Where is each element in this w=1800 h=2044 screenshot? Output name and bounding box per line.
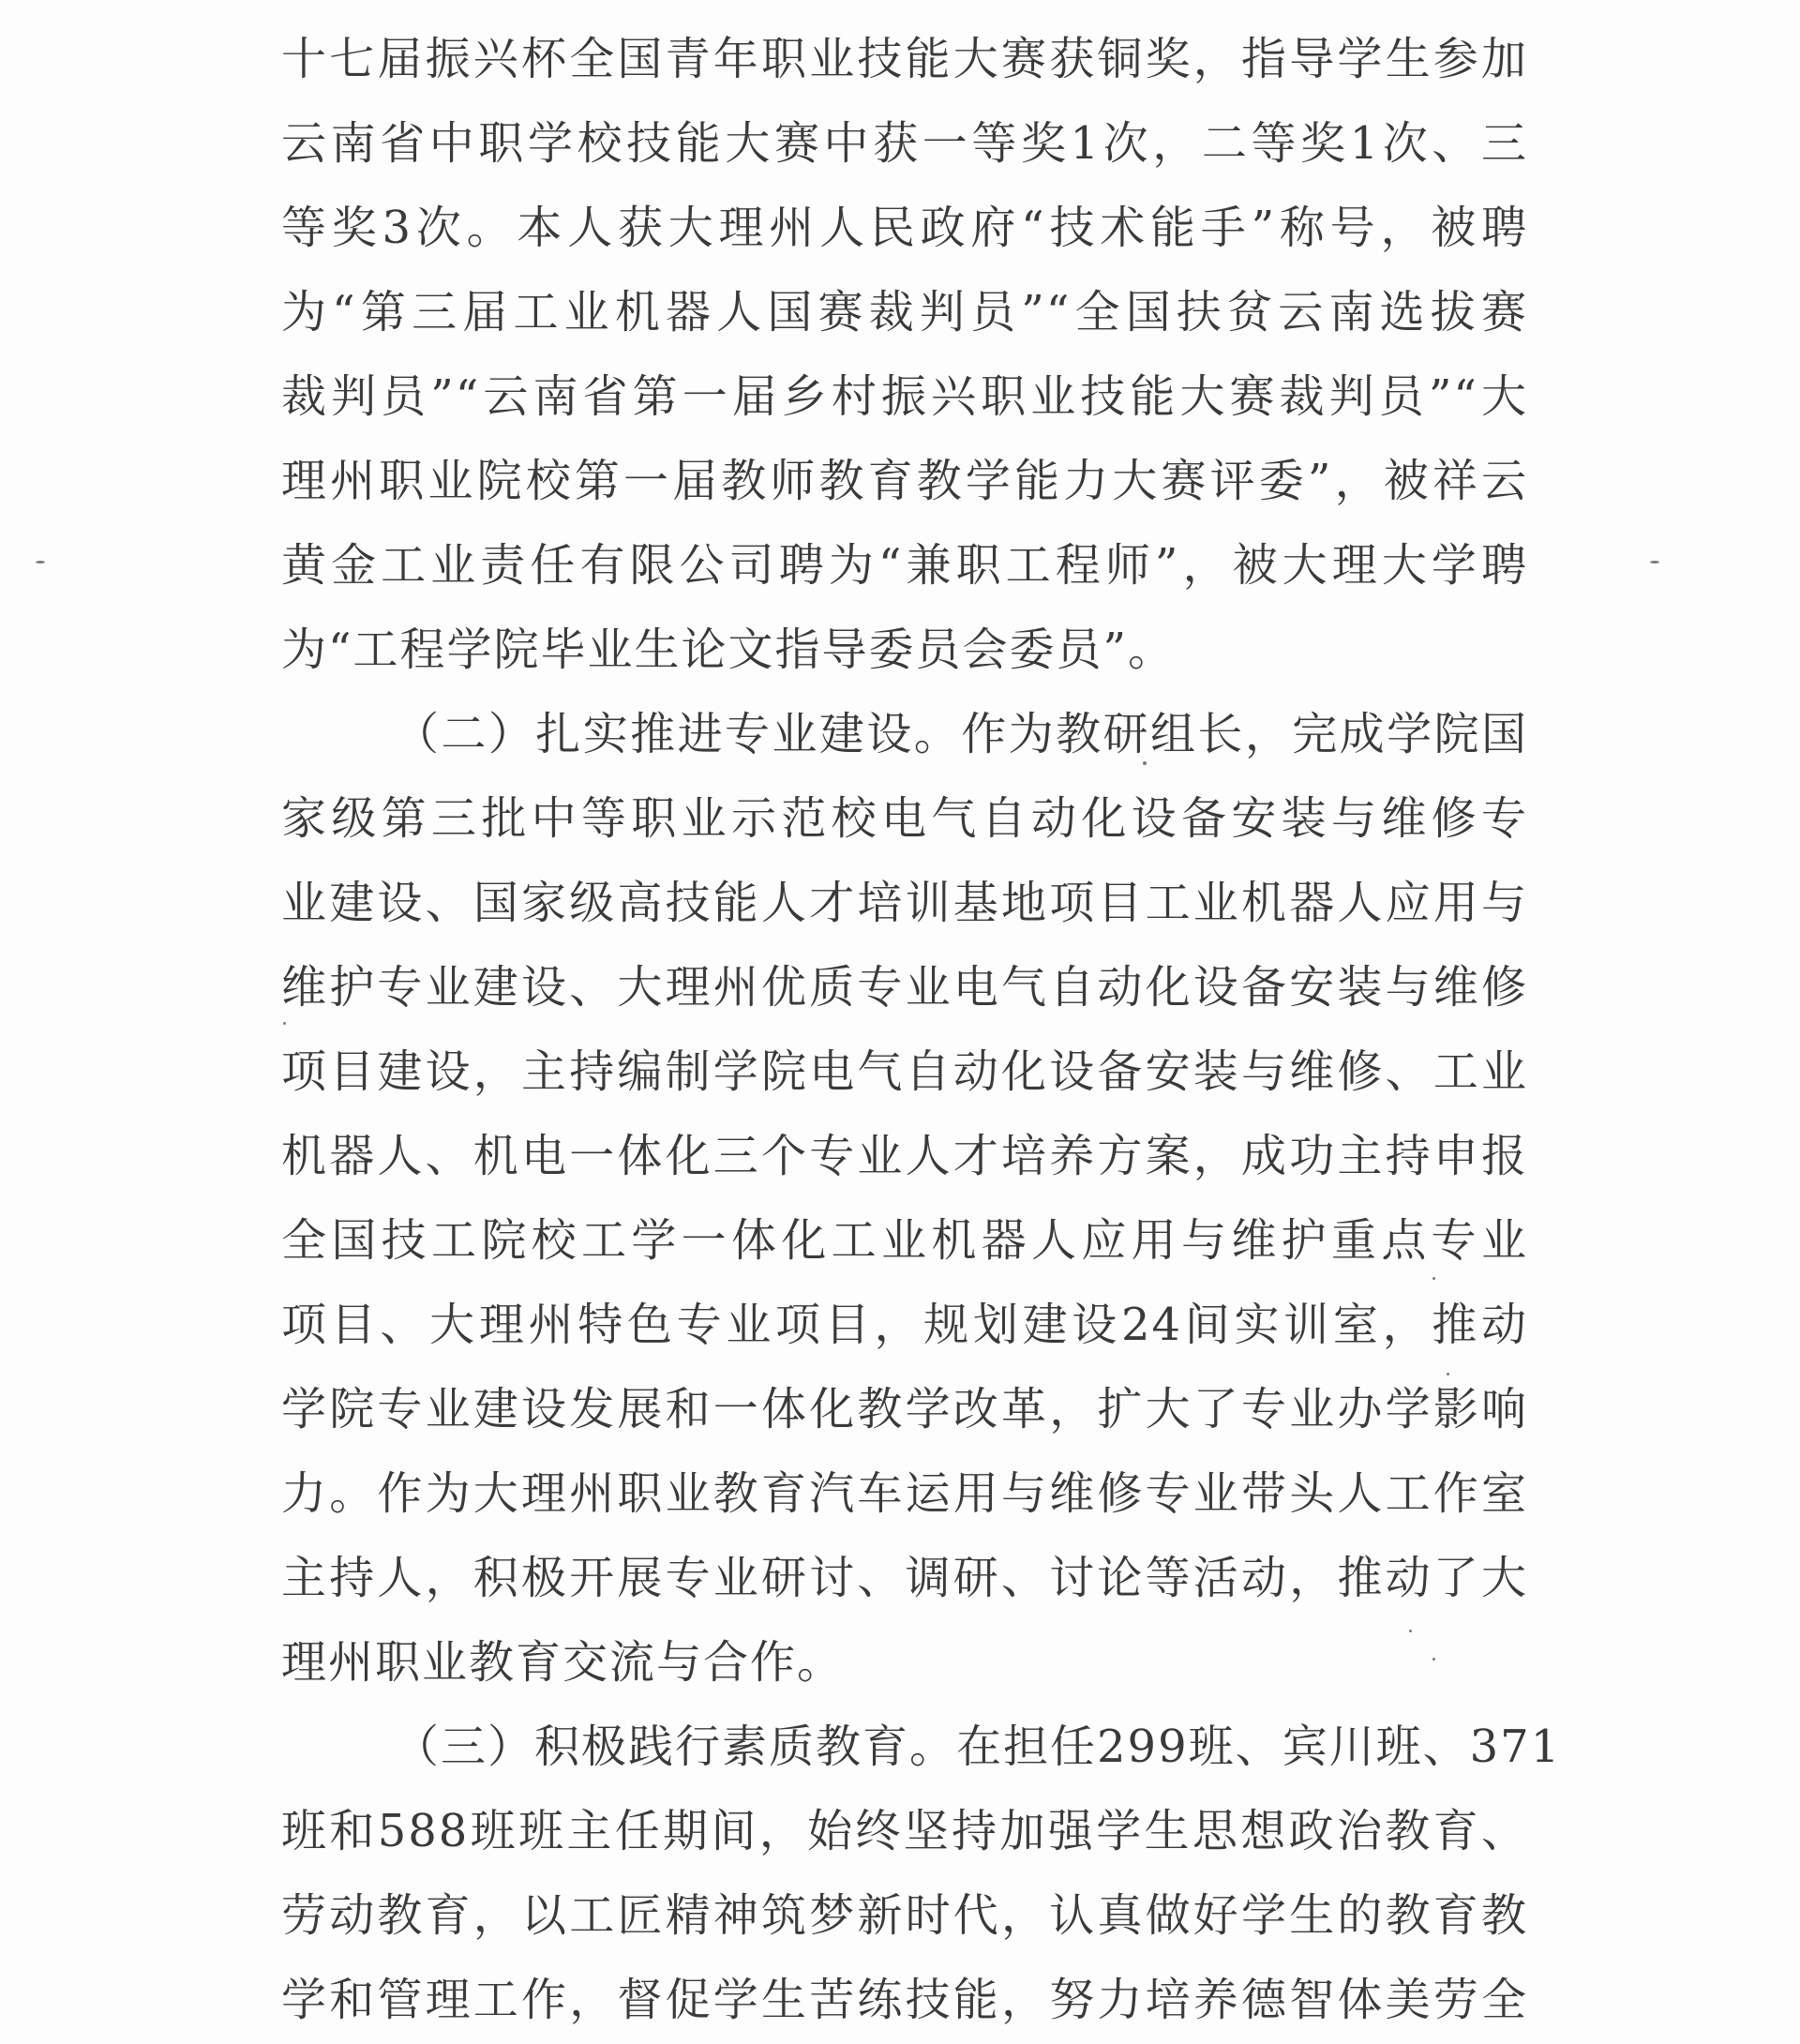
scan-speck [1650, 561, 1659, 564]
text-line: 十七届振兴杯全国青年职业技能大赛获铜奖，指导学生参加 [281, 33, 1528, 85]
text-line: 学和管理工作，督促学生苦练技能，努力培养德智体美劳全 [281, 1974, 1528, 2026]
text-line: 班和588班班主任期间，始终坚持加强学生思想政治教育、 [281, 1805, 1528, 1857]
text-line: （二）扎实推进专业建设。作为教研组长，完成学院国 [394, 708, 1528, 760]
text-line: 劳动教育，以工匠精神筑梦新时代，认真做好学生的教育教 [281, 1889, 1528, 1942]
text-line: 黄金工业责任有限公司聘为“兼职工程师”，被大理大学聘 [281, 539, 1528, 592]
text-line: 项目建设，主持编制学院电气自动化设备安装与维修、工业 [281, 1045, 1528, 1098]
text-line: 力。作为大理州职业教育汽车运用与维修专业带头人工作室 [281, 1467, 1528, 1520]
scan-speck [1143, 761, 1147, 765]
text-line: 等奖3次。本人获大理州人民政府“技术能手”称号，被聘 [281, 202, 1528, 254]
scan-speck [36, 561, 45, 564]
text-line: 业建设、国家级高技能人才培训基地项目工业机器人应用与 [281, 877, 1528, 929]
scan-speck [1409, 1630, 1412, 1632]
text-line: 全国技工院校工学一体化工业机器人应用与维护重点专业 [281, 1214, 1528, 1267]
text-line: 家级第三批中等职业示范校电气自动化设备安装与维修专 [281, 792, 1528, 845]
text-line: 理州职业院校第一届教师教育教学能力大赛评委”，被祥云 [281, 455, 1528, 507]
scan-speck [1432, 1277, 1435, 1280]
text-line: （三）积极践行素质教育。在担任299班、宾川班、371 [394, 1721, 1562, 1773]
text-line: 为“第三届工业机器人国赛裁判员”“全国扶贫云南选拔赛 [281, 286, 1528, 338]
text-line: 主持人，积极开展专业研讨、调研、讨论等活动，推动了大 [281, 1552, 1528, 1604]
text-line: 项目、大理州特色专业项目，规划建设24间实训室，推动 [281, 1299, 1528, 1351]
scan-speck [1432, 1658, 1435, 1661]
text-line: 维护专业建设、大理州优质专业电气自动化设备安装与维修 [281, 961, 1528, 1014]
text-line: 理州职业教育交流与合作。 [281, 1636, 845, 1689]
scan-speck [1447, 1373, 1449, 1375]
scan-speck [283, 1022, 286, 1025]
text-line: 学院专业建设发展和一体化教学改革，扩大了专业办学影响 [281, 1383, 1528, 1435]
document-body [281, 17, 1562, 2042]
text-line: 为“工程学院毕业生论文指导委员会委员”。 [281, 624, 1176, 676]
text-line: 云南省中职学校技能大赛中获一等奖1次，二等奖1次、三 [281, 117, 1528, 170]
text-line: 裁判员”“云南省第一届乡村振兴职业技能大赛裁判员”“大 [281, 370, 1528, 423]
text-line: 机器人、机电一体化三个专业人才培养方案，成功主持申报 [281, 1130, 1528, 1182]
